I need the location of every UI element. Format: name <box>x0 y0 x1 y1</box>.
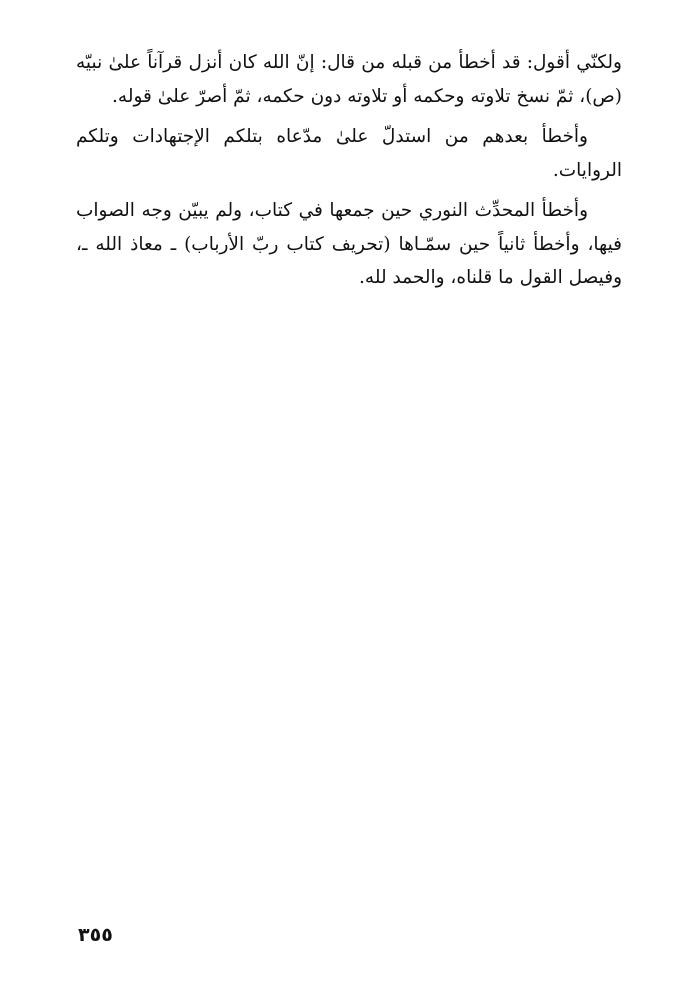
body-text <box>76 46 622 295</box>
page-number: ٣٥٥ <box>78 924 113 946</box>
paragraph-1: ولكنّي أقول: قد أخطأ من قبله من قال: إنّ الله كان أنزل قرآناً علىٰ نبيّه (ص)، ثمّ نسخ تلاوته وحكمه أو تلاوته دون حكمه، ثمّ أصرّ علىٰ قوله. <box>76 52 622 107</box>
paragraph-2: وأخطأ بعدهم من استدلّ علىٰ مدّعاه بتلكم الإجتهادات وتلكم الروايات. <box>76 126 622 181</box>
paragraph-3: وأخطأ المحدِّث النوري حين جمعها في كتاب، ولم يبيّن وجه الصواب فيها، وأخطأ ثانياً حين سمّـاها (تحريف كتاب ربّ الأرباب) ـ معاذ الله ـ، وفيصل القول ما قلناه، والحمد لله. <box>76 200 622 288</box>
